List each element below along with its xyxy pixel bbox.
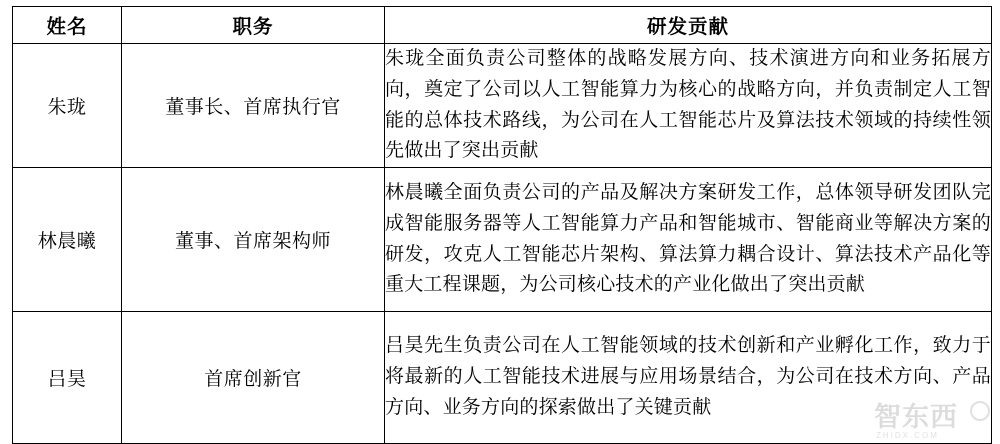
column-header-contribution: 研发贡献 [385, 7, 992, 44]
watermark-text: 智东西 [874, 402, 958, 432]
cell-contribution [385, 44, 992, 168]
cell-name: 朱珑 [13, 44, 122, 168]
table-body [13, 44, 992, 444]
cell-contribution [385, 168, 992, 312]
rd-contribution-table [12, 6, 992, 444]
contribution-text: 吕昊先生负责公司在人工智能领域的技术创新和产业孵化工作，致力于将最新的人工智能技术进展与应用场景结合，为公司在技术方向、产品方向、业务方向的探索做出了关键贡献 [385, 335, 991, 418]
cell-name: 吕昊 [13, 312, 122, 444]
watermark-subtext: ZHIDX.COM [876, 431, 939, 440]
cell-name: 林晨曦 [13, 168, 122, 312]
cell-title: 首席创新官 [122, 312, 385, 444]
cell-contribution [385, 312, 992, 444]
column-header-name: 姓名 [13, 7, 122, 44]
table-row [13, 44, 992, 168]
contribution-text: 朱珑全面负责公司整体的战略发展方向、技术演进方向和业务拓展方向，奠定了公司以人工智能算力为核心的战略方向，并负责制定人工智能的总体技术路线，为公司在人工智能芯片及算法技术领域的持续性领先做出了突出贡献 [385, 48, 991, 162]
table-row [13, 312, 992, 444]
table-header [13, 7, 992, 44]
table-header-row [13, 7, 992, 44]
column-header-title: 职务 [122, 7, 385, 44]
contribution-text: 林晨曦全面负责公司的产品及解决方案研发工作，总体领导研发团队完成智能服务器等人工智能算力产品和智能城市、智能商业等解决方案的研发，攻克人工智能芯片架构、算法算力耦合设计、算法技术产品化等重大工程课题，为公司核心技术的产业化做出了突出贡献 [385, 182, 991, 296]
cell-title: 董事长、首席执行官 [122, 44, 385, 168]
cell-title: 董事、首席架构师 [122, 168, 385, 312]
table-row [13, 168, 992, 312]
